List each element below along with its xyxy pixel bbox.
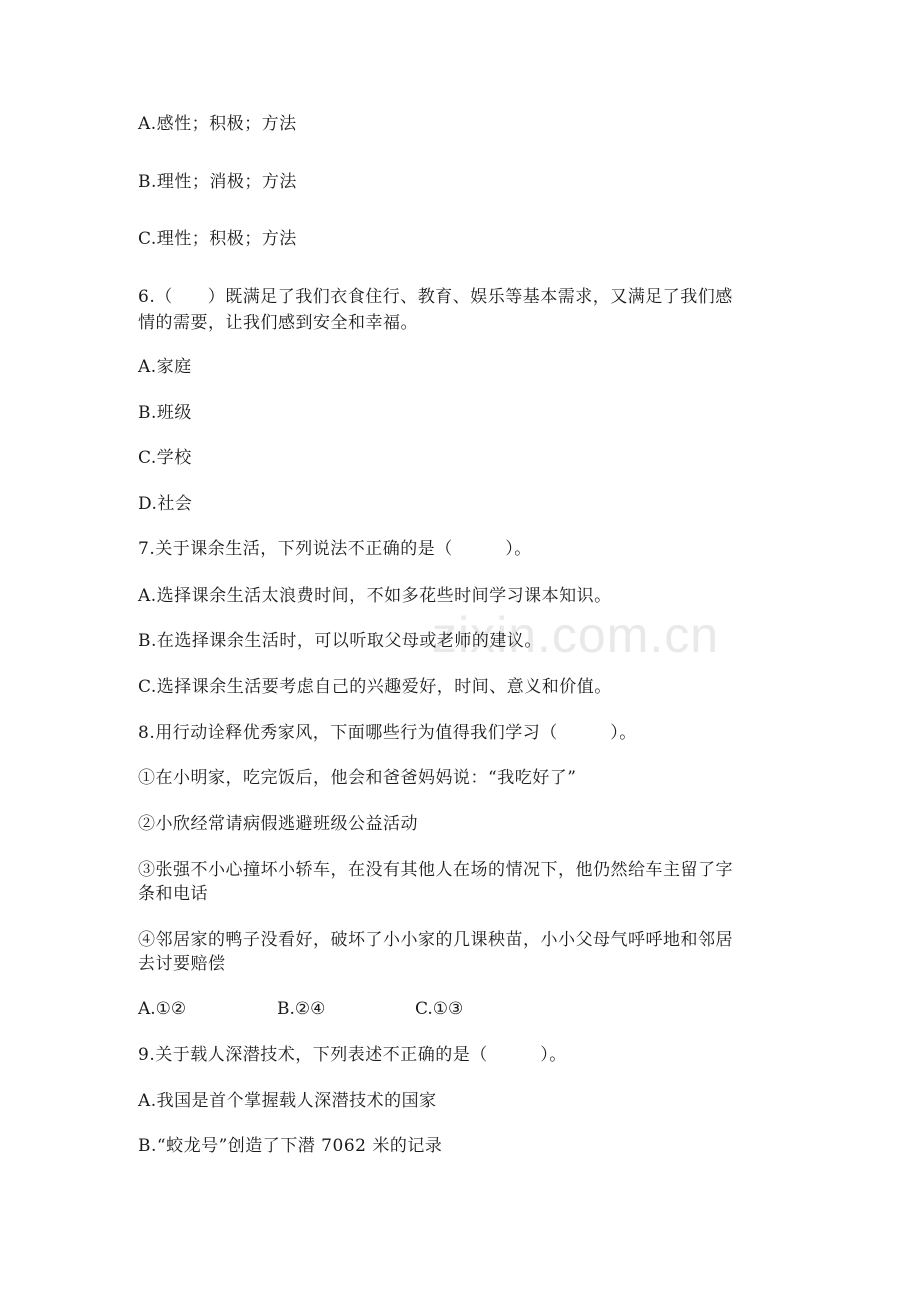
q8-stem: 8.用行动诠释优秀家风，下面哪些行为值得我们学习（ ）。 xyxy=(138,723,637,743)
q8-item-1: ①在小明家，吃完饭后，他会和爸爸妈妈说：“我吃好了” xyxy=(138,768,577,788)
q8-item-4-line1: ④邻居家的鸭子没看好，破坏了小小家的几课秧苗，小小父母气呼呼地和邻居 xyxy=(138,930,733,950)
q7-option-a: A.选择课余生活太浪费时间，不如多花些时间学习课本知识。 xyxy=(138,586,612,606)
q9-option-b: B.“蛟龙号”创造了下潜 7062 米的记录 xyxy=(138,1136,443,1156)
q5-option-c: C.理性；积极；方法 xyxy=(138,229,297,249)
q8-item-2: ②小欣经常请病假逃避班级公益活动 xyxy=(138,814,418,834)
q9-option-a: A.我国是首个掌握载人深潜技术的国家 xyxy=(138,1091,437,1111)
watermark: zixin.com.cn xyxy=(432,607,720,663)
q6-option-b: B.班级 xyxy=(138,403,192,423)
q9-stem: 9.关于载人深潜技术，下列表述不正确的是（ ）。 xyxy=(138,1045,567,1065)
q8-option-c: C.①③ xyxy=(415,999,464,1019)
q5-option-b: B.理性；消极；方法 xyxy=(138,172,297,192)
q5-option-a: A.感性；积极；方法 xyxy=(138,114,297,134)
q8-item-3-line2: 条和电话 xyxy=(138,884,208,904)
q6-stem-line1: 6.（ ）既满足了我们衣食住行、教育、娱乐等基本需求，又满足了我们感 xyxy=(138,287,733,307)
q8-option-a: A.①② xyxy=(138,999,187,1019)
q7-option-b: B.在选择课余生活时，可以听取父母或老师的建议。 xyxy=(138,631,542,651)
q6-stem-line2: 情的需要，让我们感到安全和幸福。 xyxy=(138,313,418,333)
q7-stem: 7.关于课余生活，下列说法不正确的是（ ）。 xyxy=(138,539,532,559)
q8-item-4-line2: 去讨要赔偿 xyxy=(138,954,226,974)
q8-item-3-line1: ③张强不小心撞坏小轿车，在没有其他人在场的情况下，他仍然给车主留了字 xyxy=(138,860,733,880)
q8-option-b: B.②④ xyxy=(277,999,326,1019)
q6-option-d: D.社会 xyxy=(138,494,193,514)
q7-option-c: C.选择课余生活要考虑自己的兴趣爱好，时间、意义和价值。 xyxy=(138,677,612,697)
q6-option-a: A.家庭 xyxy=(138,357,192,377)
q6-option-c: C.学校 xyxy=(138,448,192,468)
